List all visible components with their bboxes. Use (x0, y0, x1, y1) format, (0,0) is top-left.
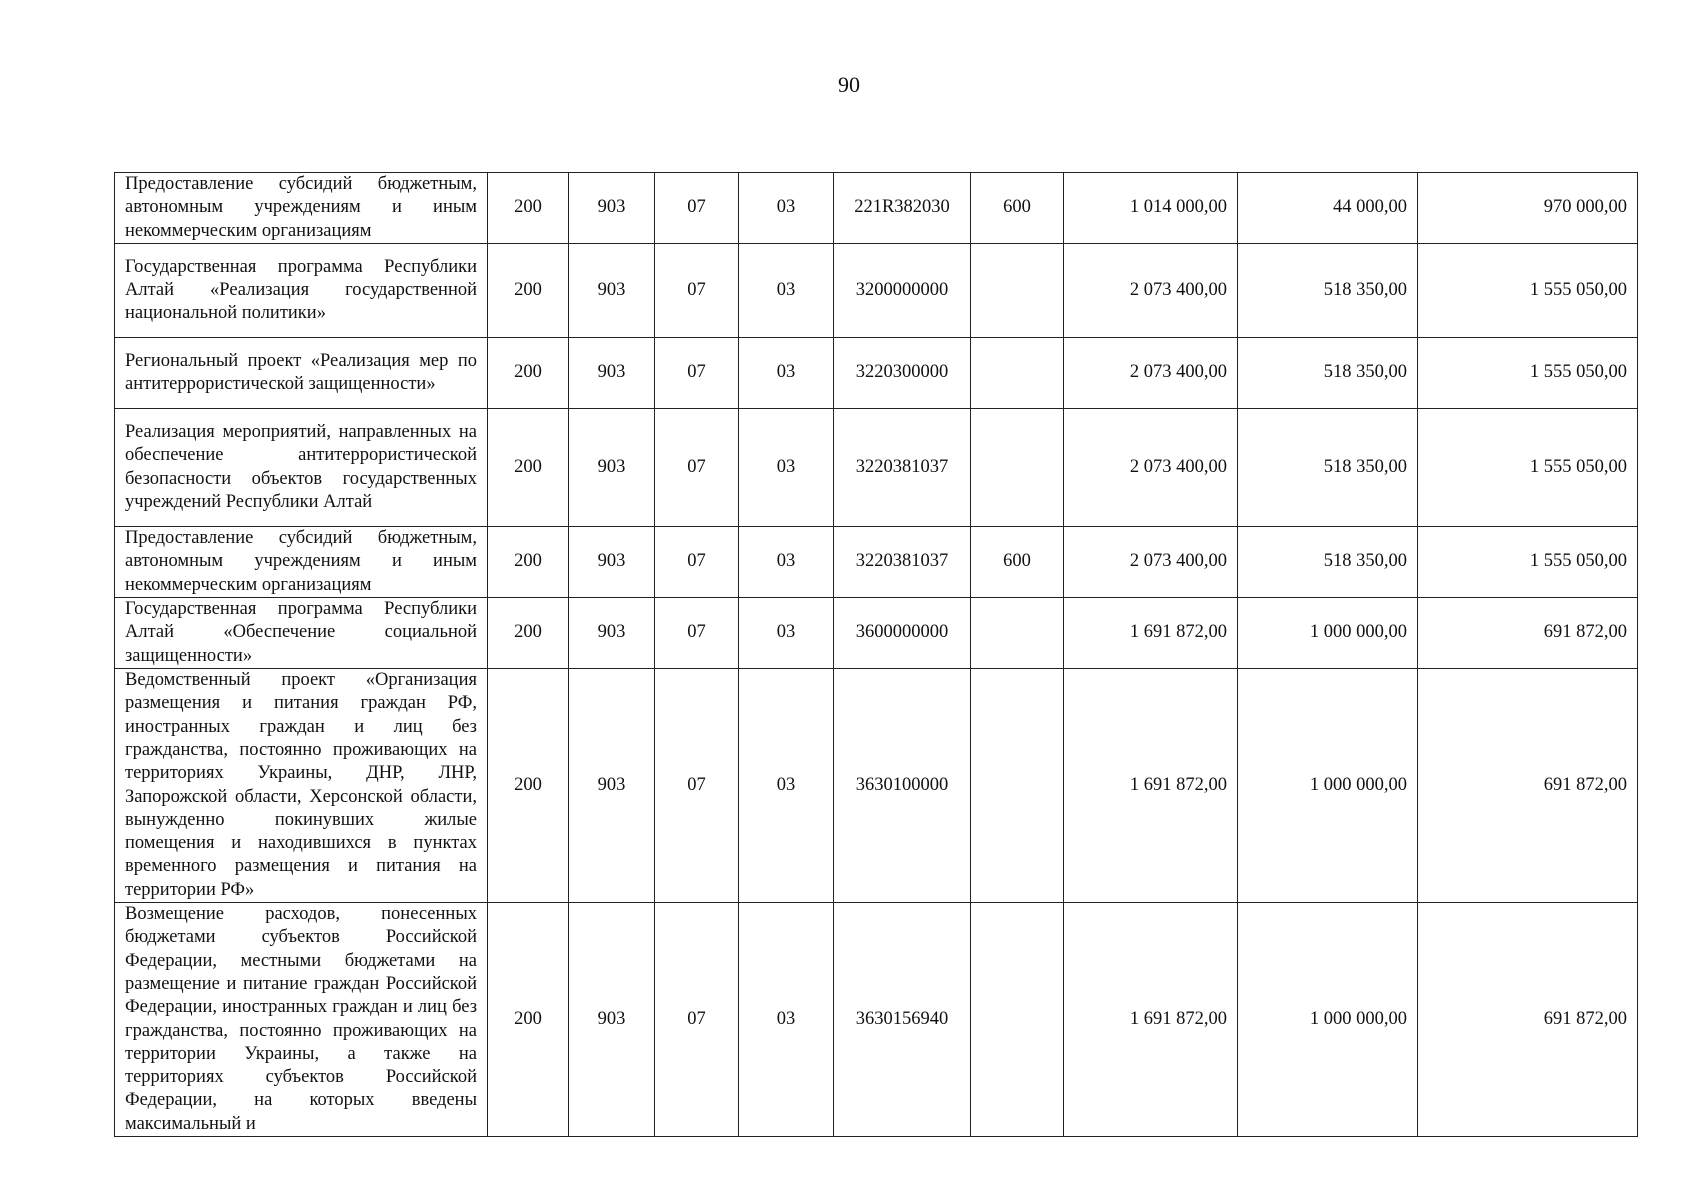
cell-sum2: 518 350,00 (1238, 338, 1418, 409)
cell-sum3: 691 872,00 (1418, 903, 1638, 1137)
cell-sum2: 518 350,00 (1238, 244, 1418, 338)
cell-code: 221R382030 (834, 173, 971, 244)
table-row (115, 338, 1638, 409)
cell-vr (971, 903, 1064, 1137)
cell-col1: 200 (488, 338, 569, 409)
cell-col1: 200 (488, 903, 569, 1137)
table-row (115, 903, 1638, 1137)
cell-col3: 07 (655, 409, 739, 527)
row-name: Предоставление субсидий бюджетным, автономным учреждениям и иным некоммерческим организациям (115, 527, 488, 598)
cell-col4: 03 (739, 598, 834, 669)
cell-col2: 903 (569, 409, 655, 527)
cell-code: 3220300000 (834, 338, 971, 409)
cell-sum2: 1 000 000,00 (1238, 669, 1418, 903)
cell-col1: 200 (488, 409, 569, 527)
table-row (115, 173, 1638, 244)
cell-col2: 903 (569, 338, 655, 409)
cell-sum1: 2 073 400,00 (1064, 244, 1238, 338)
budget-table (114, 172, 1638, 1137)
cell-col3: 07 (655, 598, 739, 669)
cell-vr (971, 338, 1064, 409)
cell-sum2: 518 350,00 (1238, 409, 1418, 527)
cell-code: 3200000000 (834, 244, 971, 338)
cell-vr: 600 (971, 173, 1064, 244)
cell-sum2: 44 000,00 (1238, 173, 1418, 244)
cell-col2: 903 (569, 173, 655, 244)
cell-col4: 03 (739, 338, 834, 409)
cell-sum2: 1 000 000,00 (1238, 903, 1418, 1137)
table-row (115, 669, 1638, 903)
cell-col1: 200 (488, 598, 569, 669)
table-body (115, 173, 1638, 1137)
cell-sum3: 1 555 050,00 (1418, 409, 1638, 527)
cell-sum2: 518 350,00 (1238, 527, 1418, 598)
cell-col3: 07 (655, 338, 739, 409)
cell-sum1: 1 691 872,00 (1064, 903, 1238, 1137)
cell-vr (971, 598, 1064, 669)
row-name: Государственная программа Республики Алтай «Обеспечение социальной защищенности» (115, 598, 488, 669)
cell-sum1: 1 014 000,00 (1064, 173, 1238, 244)
cell-vr (971, 409, 1064, 527)
cell-col2: 903 (569, 669, 655, 903)
table-row (115, 409, 1638, 527)
cell-sum3: 1 555 050,00 (1418, 244, 1638, 338)
cell-col2: 903 (569, 903, 655, 1137)
cell-sum3: 1 555 050,00 (1418, 338, 1638, 409)
cell-col2: 903 (569, 598, 655, 669)
cell-col1: 200 (488, 244, 569, 338)
cell-col1: 200 (488, 173, 569, 244)
cell-code: 3220381037 (834, 527, 971, 598)
cell-vr (971, 669, 1064, 903)
cell-sum2: 1 000 000,00 (1238, 598, 1418, 669)
cell-code: 3220381037 (834, 409, 971, 527)
cell-sum1: 1 691 872,00 (1064, 598, 1238, 669)
row-name: Ведомственный проект «Организация размещения и питания граждан РФ, иностранных граждан и лиц без гражданства, постоянно проживающих на территориях Украины, ДНР, ЛНР, Запорожской области, Херсонской области, вынужденно покинувших жилые помещения и находившихся в пунктах временного размещения и питания на территории РФ» (115, 669, 488, 903)
cell-sum3: 1 555 050,00 (1418, 527, 1638, 598)
cell-col4: 03 (739, 409, 834, 527)
page-number: 90 (838, 72, 860, 97)
cell-sum1: 2 073 400,00 (1064, 527, 1238, 598)
cell-col4: 03 (739, 244, 834, 338)
cell-vr: 600 (971, 527, 1064, 598)
table-row (115, 244, 1638, 338)
cell-col4: 03 (739, 527, 834, 598)
cell-col4: 03 (739, 903, 834, 1137)
cell-sum3: 970 000,00 (1418, 173, 1638, 244)
cell-col1: 200 (488, 527, 569, 598)
cell-sum1: 1 691 872,00 (1064, 669, 1238, 903)
cell-sum3: 691 872,00 (1418, 598, 1638, 669)
cell-col4: 03 (739, 173, 834, 244)
cell-col2: 903 (569, 244, 655, 338)
cell-code: 3600000000 (834, 598, 971, 669)
table-row (115, 598, 1638, 669)
cell-sum3: 691 872,00 (1418, 669, 1638, 903)
cell-sum1: 2 073 400,00 (1064, 409, 1238, 527)
cell-col2: 903 (569, 527, 655, 598)
table-row (115, 527, 1638, 598)
cell-sum1: 2 073 400,00 (1064, 338, 1238, 409)
row-name: Возмещение расходов, понесенных бюджетами субъектов Российской Федерации, местными бюджетами на размещение и питание граждан Российской Федерации, иностранных граждан и лиц без гражданства, постоянно проживающих на территории Украины, а также на территориях субъектов Российской Федерации, на которых введены максимальный и (115, 903, 488, 1137)
cell-col3: 07 (655, 244, 739, 338)
cell-col4: 03 (739, 669, 834, 903)
row-name: Государственная программа Республики Алтай «Реализация государственной национальной политики» (115, 244, 488, 338)
cell-col1: 200 (488, 669, 569, 903)
cell-code: 3630156940 (834, 903, 971, 1137)
cell-col3: 07 (655, 173, 739, 244)
cell-col3: 07 (655, 669, 739, 903)
cell-col3: 07 (655, 527, 739, 598)
cell-vr (971, 244, 1064, 338)
cell-code: 3630100000 (834, 669, 971, 903)
row-name: Предоставление субсидий бюджетным, автономным учреждениям и иным некоммерческим организациям (115, 173, 488, 244)
row-name: Реализация мероприятий, направленных на обеспечение антитеррористической безопасности объектов государственных учреждений Республики Алтай (115, 409, 488, 527)
cell-col3: 07 (655, 903, 739, 1137)
row-name: Региональный проект «Реализация мер по антитеррористической защищенности» (115, 338, 488, 409)
